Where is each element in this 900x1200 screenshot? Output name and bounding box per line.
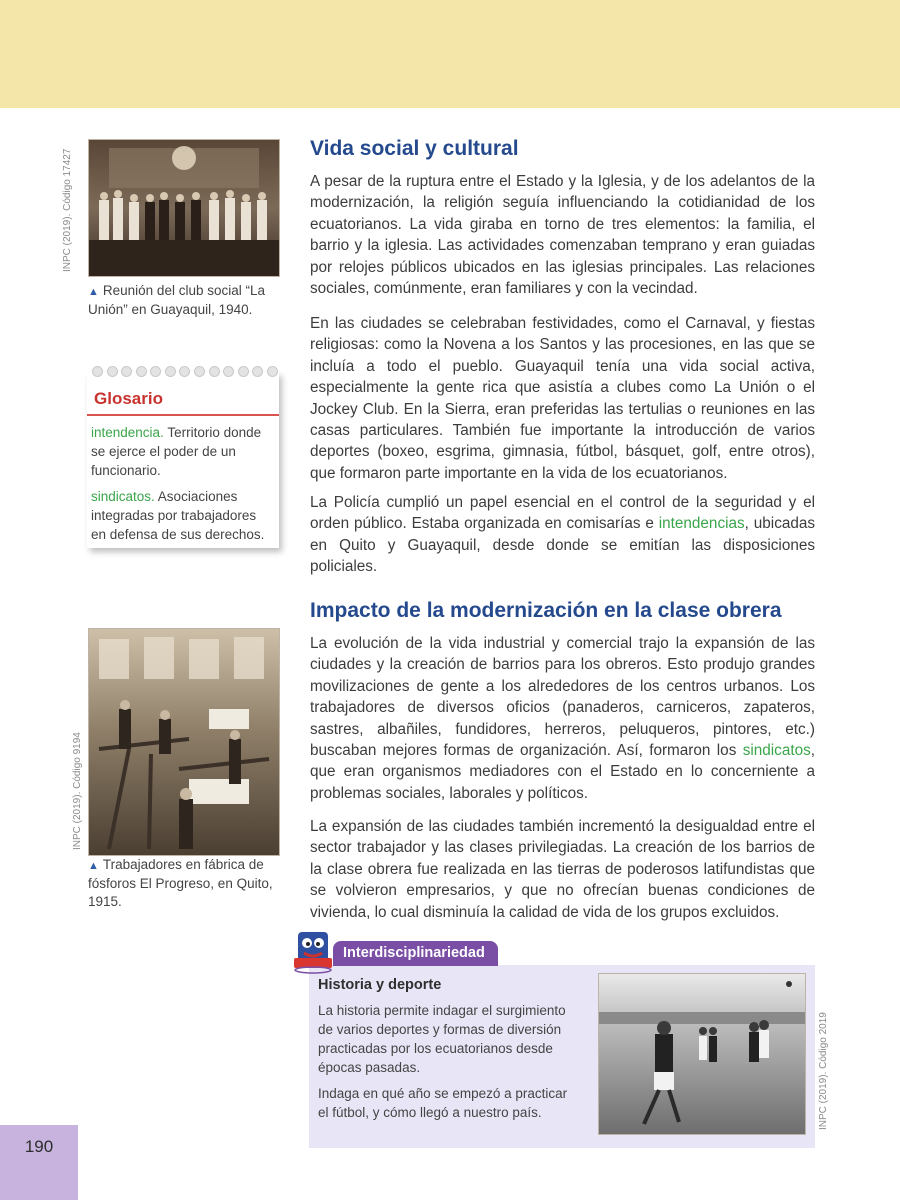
glossary-definition: Territorio donde se ejerce el poder de un funcionario.: [91, 425, 262, 478]
section-title-clase-obrera: Impacto de la modernización en la clase obrera: [310, 599, 782, 622]
paragraph-clase-obrera-2: La expansión de las ciudades también incrementó la desigualdad entre el sector trabajador y las clases privilegiadas. La creación de los barrios de la clase obrera fue realizada en las tierras de poderosos latifundistas que se volvieron empresarios, y que no ofrecían buenas condiciones de vivienda, lo cual disminuía la calidad de vida de los grupos excluidos.: [310, 818, 815, 921]
glossary-term: sindicatos.: [91, 489, 155, 504]
glossary-link-intendencias[interactable]: intendencias: [658, 515, 745, 533]
top-color-band: [0, 0, 900, 108]
glossary-title: Glosario: [94, 389, 163, 408]
paragraph-text: La Policía cumplió un papel esencial en el control de la seguridad y el orden público. Estaba organizada en comisarías e: [310, 494, 815, 533]
paragraph-text: La evolución de la vida industrial y comercial trajo la expansión de las ciudades y la creación de barrios para los obreros. Esto produjo grandes movilizaciones de gente a los alrededores de los centros urbanos. Los trabajadores de diversos oficios (panaderos, carniceros, zapateros, sastres, albañiles, fundidores, herreros, peluqueros, pintores, etc.) buscaban mejores formas de organización. Así, formaron los: [310, 635, 815, 760]
interdisciplinary-title: Historia y deporte: [318, 977, 442, 993]
glossary-link-sindicatos[interactable]: sindicatos: [742, 742, 811, 760]
paragraph-text: , que eran organismos mediadores con el Estado en lo concerniente a problemas sociales, laborales y políticos.: [310, 742, 815, 802]
book-mascot-icon: [288, 926, 340, 974]
glossary-term: intendencia.: [91, 425, 164, 440]
glossary-definition: Asociaciones integradas por trabajadores en defensa de sus derechos.: [91, 489, 265, 542]
glossary-spiral-binding: [92, 366, 278, 380]
page-number: 190: [24, 1137, 54, 1156]
factory-caption-text: Trabajadores en fábrica de fósforos El Progreso, en Quito, 1915.: [88, 857, 273, 909]
paragraph-vida-social-3: [310, 492, 815, 578]
club-caption-text: Reunión del club social “La Unión” en Guayaquil, 1940.: [88, 283, 265, 317]
paragraph-vida-social-2: En las ciudades se celebraban festividades, como el Carnaval, y fiestas religiosas: como la Novena a los Santos y las procesiones, en las que se incluía a todo el pueblo. Guayaquil tenía una vida social activa, especialmente la gente rica que asistía a clubes como La Unión o el Jockey Club. En la Sierra, eran preferidas las tertulias o reuniones en las casas particulares. También fue importante la introducción de varios deportes (boxeo, esgrima, gimnasia, fútbol, básquet, golf, entre otros), que formaron parte importante en la vida de los ecuatorianos.: [310, 315, 815, 482]
caption-triangle-icon: ▲: [88, 286, 99, 298]
interdisciplinary-paragraph-2: Indaga en qué año se empezó a practicar el fútbol, y cómo llegó a nuestro país.: [318, 1086, 568, 1120]
paragraph-vida-social-1: A pesar de la ruptura entre el Estado y la Iglesia, y de los adelantos de la modernización, la religión seguía influenciando la cotidianidad de los ecuatorianos. La vida giraba en torno de tres elementos: la familia, el barrio y la iglesia. Las actividades comenzaban temprano y eran guiadas por relojes públicos ubicados en las iglesias principales. Las relaciones sociales, comúnmente, eran familiares y con la vecindad.: [310, 173, 815, 298]
interdisciplinary-paragraph-1: La historia permite indagar el surgimiento de varios deportes y formas de diversión practicadas por los ecuatorianos desde épocas pasadas.: [318, 1003, 566, 1075]
glossary-entry-intendencia: [91, 423, 273, 480]
caption-triangle-icon: ▲: [88, 860, 99, 872]
club-meeting-photo: [88, 139, 280, 277]
photo-credit-club: INPC (2019). Código 17427: [62, 148, 73, 272]
section-title-vida-social: Vida social y cultural: [310, 137, 519, 160]
paragraph-text: , ubicadas en Quito y Guayaquil, desde donde se emitían las disposiciones policiales.: [310, 515, 816, 576]
factory-workers-photo: [88, 628, 280, 856]
paragraph-clase-obrera-1: [310, 633, 815, 804]
football-match-photo: [598, 973, 806, 1135]
interdisciplinary-label: Interdisciplinariedad: [343, 945, 485, 961]
glossary-divider: [87, 414, 279, 416]
club-photo-caption: [88, 282, 278, 319]
photo-credit-football: INPC (2019). Código 2019: [818, 1012, 829, 1130]
factory-photo-caption: [88, 856, 278, 911]
photo-credit-factory: INPC (2019). Código 9194: [72, 732, 83, 850]
glossary-entry-sindicatos: [91, 487, 273, 544]
